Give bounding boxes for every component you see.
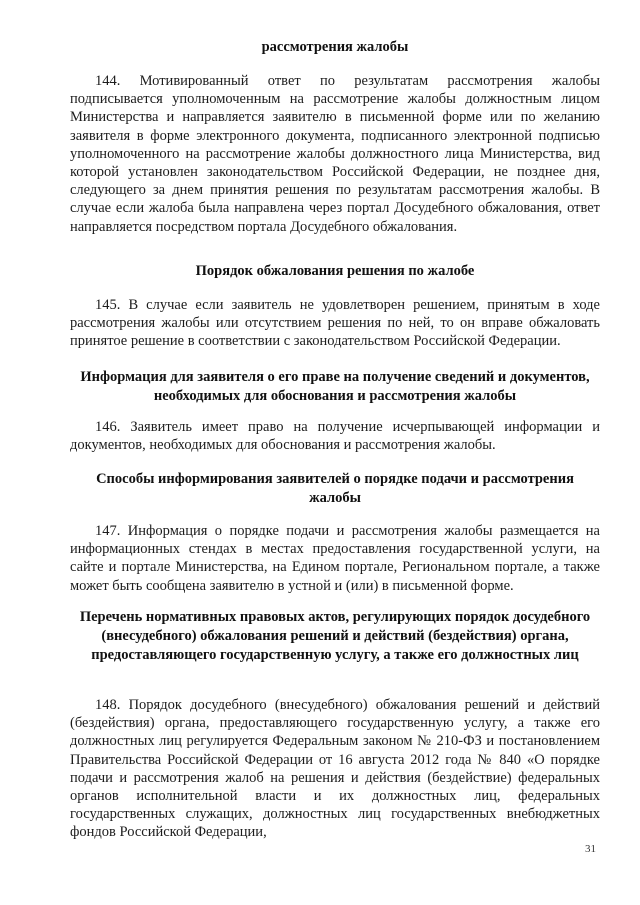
- section-heading-regulatory-acts: Перечень нормативных правовых актов, регулирующих порядок досудебного (внесудебного) обжалования решений и действий (бездействия) органа, предоставляющего государственную услугу, а также его должностных лиц: [79, 609, 591, 663]
- section-heading-applicant-rights: Информация для заявителя о его праве на получение сведений и документов, необходимых для обоснования и рассмотрения жалобы: [80, 369, 590, 404]
- section-heading-appeal-procedure: Порядок обжалования решения по жалобе: [195, 263, 475, 279]
- paragraph-146: 146. Заявитель имеет право на получение исчерпывающей информации и документов, необходимых для обоснования и рассмотрения жалобы.: [70, 419, 600, 454]
- section-heading-information-methods: Способы информирования заявителей о порядке подачи и рассмотрения жалобы: [96, 471, 574, 506]
- section-heading-complaint-review: рассмотрения жалобы: [261, 39, 409, 55]
- paragraph-145: 145. В случае если заявитель не удовлетворен решением, принятым в ходе рассмотрения жалобы или отсутствием решения по ней, то он вправе обжаловать принятое решение в соответствии с законодательством Российской Федерации.: [70, 297, 600, 350]
- paragraph-144: 144. Мотивированный ответ по результатам рассмотрения жалобы подписывается уполномоченным на рассмотрение жалобы должностным лицом Министерства и направляется заявителю в письменной форме или по желанию заявителя в форме электронного документа, подписанного электронной подписью уполномоченного на рассмотрение жалобы должностного лица Министерства, вид которой установлен законодательством Российской Федерации, не позднее дня, следующего за днем принятия решения по результатам рассмотрения жалобы. В случае если жалоба была направлена через портал Досудебного обжалования, ответ направляется посредством портала Досудебного обжалования.: [70, 73, 600, 235]
- page-number: 31: [585, 843, 596, 855]
- paragraph-147: 147. Информация о порядке подачи и рассмотрения жалобы размещается на информационных стендах в местах предоставления государственной услуги, на сайте и портале Министерства, на Едином портале, Региональном портале, а также может быть сообщена заявителю в устной и (или) в письменной форме.: [70, 523, 600, 594]
- paragraph-148: 148. Порядок досудебного (внесудебного) обжалования решений и действий (бездействия) органа, предоставляющего государственную услугу, а также его должностных лиц регулируется Федеральным законом № 210-ФЗ и постановлением Правительства Российской Федерации от 16 августа 2012 года № 840 «О порядке подачи и рассмотрения жалоб на решения и действия (бездействие) федеральных органов исполнительной власти и их должностных лиц, федеральных государственных служащих, должностных лиц государственных внебюджетных фондов Российской Федерации,: [70, 697, 600, 841]
